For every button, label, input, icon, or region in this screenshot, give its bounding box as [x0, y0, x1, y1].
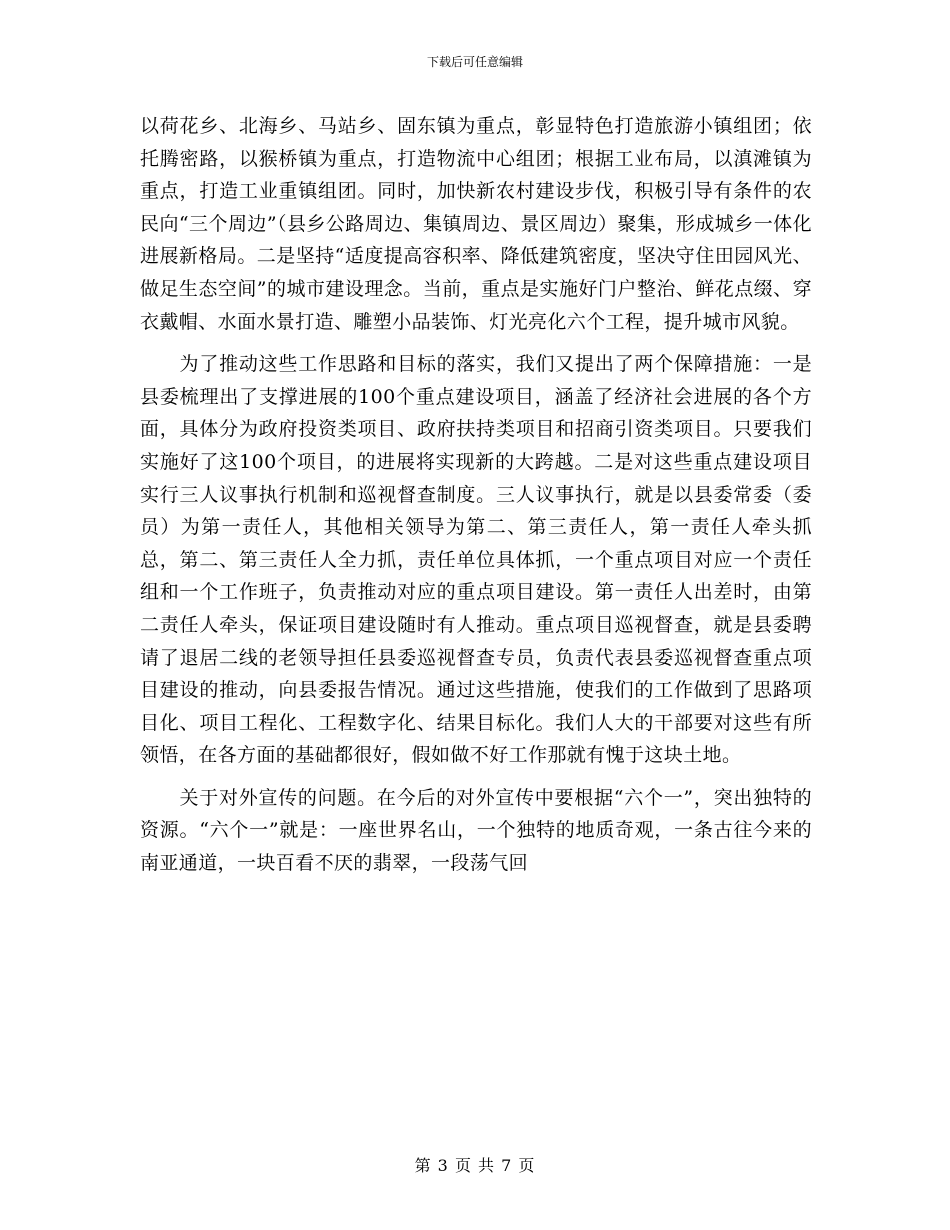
page-footer: 第 3 页 共 7 页	[414, 1156, 536, 1175]
page-header: 下载后可任意编辑	[426, 55, 523, 69]
paragraph-1: 以荷花乡、北海乡、马站乡、固东镇为重点，彰显特色打造旅游小镇组团；依托腾密路，以猴桥镇为重点，打造物流中心组团；根据工业布局，以滇滩镇为重点，打造工业重镇组团。同时，加快新农村建设步伐，积极引导有条件的农民向“三个周边”（县乡公路周边、集镇周边、景区周边）聚集，形成城乡一体化进展新格局。二是坚持“适度提高容积率、降低建筑密度，坚决守住田园风光、做足生态空间”的城市建设理念。当前，重点是实施好门户整治、鲜花点缀、穿衣戴帽、水面水景打造、雕塑小品装饰、灯光亮化六个工程，提升城市风貌。	[140, 115, 812, 333]
paragraph-2: 为了推动这些工作思路和目标的落实，我们又提出了两个保障措施：一是县委梳理出了支撑进展的100个重点建设项目，涵盖了经济社会进展的各个方面，具体分为政府投资类项目、政府扶持类项目和招商引资类项目。只要我们实施好了这100个项目，的进展将实现新的大跨越。二是对这些重点建设项目实行三人议事执行机制和巡视督查制度。三人议事执行，就是以县委常委（委员）为第一责任人，其他相关领导为第二、第三责任人，第一责任人牵头抓总，第二、第三责任人全力抓，责任单位具体抓，一个重点项目对应一个责任组和一个工作班子，负责推动对应的重点项目建设。第一责任人出差时，由第二责任人牵头，保证项目建设随时有人推动。重点项目巡视督查，就是县委聘请了退居二线的老领导担任县委巡视督查专员，负责代表县委巡视督查重点项目建设的推动，向县委报告情况。通过这些措施，使我们的工作做到了思路项目化、项目工程化、工程数字化、结果目标化。我们人大的干部要对这些有所领悟，在各方面的基础都很好，假如做不好工作那就有愧于这块土地。	[140, 353, 812, 767]
paragraph-3: 关于对外宣传的问题。在今后的对外宣传中要根据“六个一”，突出独特的资源。“六个一”就是：一座世界名山，一个独特的地质奇观，一条古往今来的南亚通道，一块百看不厌的翡翠，一段荡气回	[140, 786, 812, 875]
document-body	[140, 110, 812, 880]
